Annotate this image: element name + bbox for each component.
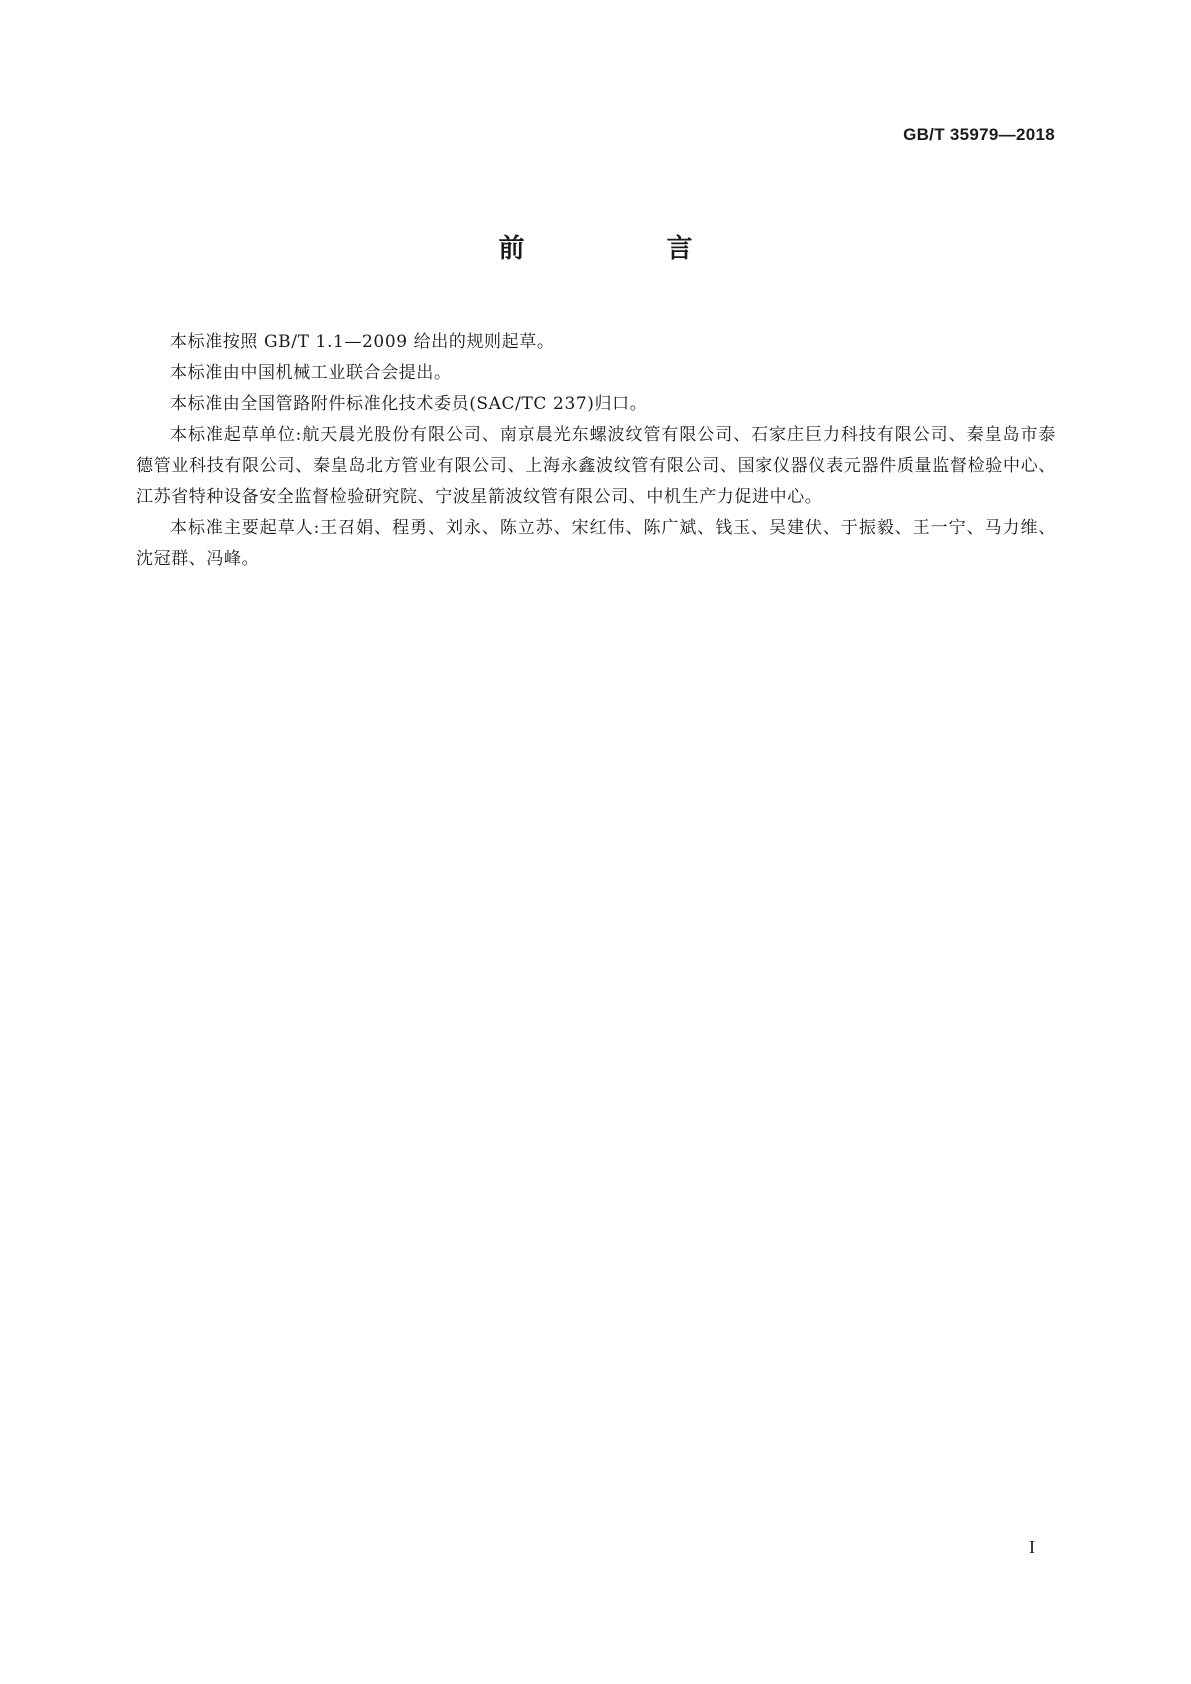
paragraph-drafting-rules: 本标准按照 GB/T 1.1—2009 给出的规则起草。 xyxy=(170,332,555,352)
paragraph-drafting-units: 本标准起草单位:航天晨光股份有限公司、南京晨光东螺波纹管有限公司、石家庄巨力科技有限公司、秦皇岛市泰德管业科技有限公司、秦皇岛北方管业有限公司、上海永鑫波纹管有限公司、国家仪器仪表元器件质量监督检验中心、江苏省特种设备安全监督检验研究院、宁波星箭波纹管有限公司、中机生产力促进中心。 xyxy=(136,425,1056,507)
paragraph-drafters: 本标准主要起草人:王召娟、程勇、刘永、陈立苏、宋红伟、陈广斌、钱玉、吴建伏、于振毅、王一宁、马力维、沈冠群、冯峰。 xyxy=(136,518,1056,569)
standard-number: GB/T 35979—2018 xyxy=(903,125,1055,144)
foreword-body xyxy=(136,327,1056,575)
page-title: 前 言 xyxy=(498,234,751,264)
paragraph-committee: 本标准由全国管路附件标准化技术委员(SAC/TC 237)归口。 xyxy=(170,394,648,414)
paragraph-proposer: 本标准由中国机械工业联合会提出。 xyxy=(170,363,452,383)
page-number: I xyxy=(1029,1537,1035,1557)
